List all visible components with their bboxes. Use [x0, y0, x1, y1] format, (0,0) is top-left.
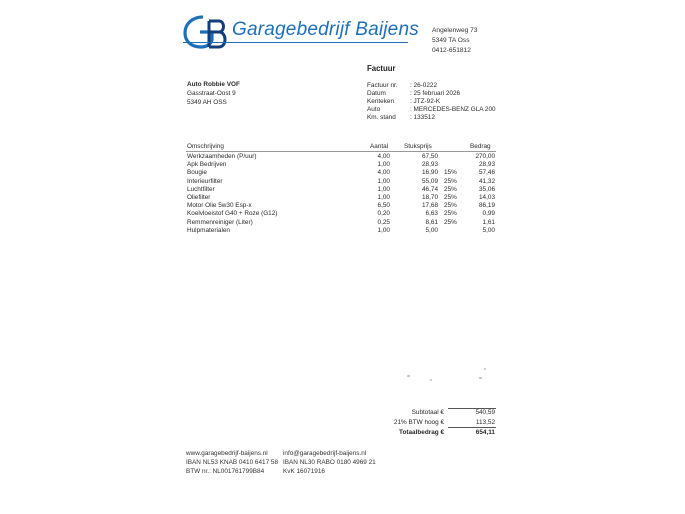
line-discount: 25% [444, 218, 457, 226]
line-quantity: 0,20 [377, 210, 390, 218]
line-unit-price: 55,09 [422, 177, 438, 185]
line-description: Interieurfilter [187, 177, 223, 185]
meta-value: : 133512 [410, 114, 435, 121]
table-header-rule [186, 151, 496, 152]
scan-speck [407, 375, 410, 377]
scan-speck [430, 379, 432, 381]
line-description: Bougie [187, 169, 207, 177]
footer-vat-number: BTW nr.: NL001761799B84 [186, 468, 265, 475]
line-amount: 14,03 [479, 194, 495, 201]
footer-iban-rabo: IBAN NL30 RABO 0180 4969 21 [283, 459, 376, 466]
vat-label: 21% BTW hoog € [393, 419, 444, 426]
customer-street: Gasstraat-Oost 9 [187, 90, 236, 97]
footer-iban-knab: IBAN NL53 KNAB 0410 6417 58 [186, 459, 279, 466]
footer-email: info@garagebedrijf-baijens.nl [283, 450, 367, 457]
meta-label: Km. stand [367, 114, 396, 121]
footer-website: www.garagebedrijf-baijens.nl [186, 450, 268, 457]
invoice-title: Factuur [367, 64, 396, 73]
line-discount: 25% [444, 185, 457, 193]
line-description: Apk Bedrijven [187, 161, 227, 169]
line-unit-price: 67,50 [422, 153, 438, 160]
company-logo [183, 13, 229, 51]
line-amount: 270,00 [475, 153, 495, 160]
meta-label: Auto [367, 106, 381, 113]
meta-value: : 25 februari 2026 [410, 90, 461, 97]
line-description: Remmenreiniger (Liter) [187, 218, 253, 226]
company-phone: 0412-651812 [432, 47, 471, 54]
line-amount: 35,06 [479, 185, 495, 193]
line-unit-price: 28,93 [422, 161, 438, 169]
line-quantity: 6,50 [377, 202, 390, 210]
line-amount: 41,32 [479, 177, 495, 185]
line-quantity: 1,00 [377, 177, 390, 185]
totals-rule [448, 427, 496, 428]
line-discount: 15% [444, 169, 457, 177]
line-description: Motor Olie 5w30 Esp-x [187, 202, 252, 210]
line-unit-price: 8,61 [425, 218, 438, 226]
line-amount: 5,00 [482, 226, 495, 234]
line-quantity: 4,00 [377, 153, 390, 160]
total-label: Totaalbedrag € [399, 429, 444, 436]
scan-speck [484, 368, 486, 370]
meta-label: Factuur nr. [367, 82, 398, 89]
line-quantity: 1,00 [377, 185, 390, 193]
line-discount: 25% [444, 210, 457, 218]
line-description: Koelvloeistof G40 + Roze (G12) [187, 210, 278, 218]
line-discount: 25% [444, 202, 457, 210]
line-amount: 28,93 [479, 161, 495, 169]
line-unit-price: 17,68 [422, 202, 438, 210]
line-description: Luchtfilter [187, 185, 215, 193]
line-unit-price: 5,00 [425, 226, 438, 234]
meta-value: : JTZ-92-K [410, 98, 441, 105]
line-unit-price: 18,70 [422, 194, 438, 201]
line-description: Hulpmaterialen [187, 226, 230, 234]
line-amount: 0,99 [482, 210, 495, 218]
scan-speck [479, 377, 482, 379]
company-address-line: 5349 TA Oss [432, 37, 470, 44]
line-quantity: 0,25 [377, 218, 390, 226]
column-header-quantity: Aantal [370, 143, 389, 150]
column-header-amount: Bedrag [470, 143, 491, 150]
company-name: Garagebedrijf Baijens [232, 19, 419, 40]
line-quantity: 1,00 [377, 226, 390, 234]
meta-label: Datum [367, 90, 386, 97]
line-discount: 25% [444, 194, 457, 201]
subtotal-value: 540,59 [475, 409, 495, 416]
header-divider [183, 42, 408, 43]
line-description: Werkzaamheden (P/uur) [187, 153, 257, 160]
subtotal-label: Subtotaal € [411, 409, 444, 416]
vat-value: 113,52 [475, 419, 495, 426]
line-amount: 1,61 [482, 218, 495, 226]
customer-name: Auto Robbie VOF [187, 81, 240, 88]
meta-value: : 26-0222 [410, 82, 438, 89]
company-address-line: Angelenweg 73 [432, 27, 478, 34]
line-discount: 25% [444, 177, 457, 185]
footer-kvk: KvK 16071916 [283, 468, 325, 475]
column-header-description: Omschrijving [187, 143, 224, 150]
customer-city: 5349 AH OSS [187, 99, 227, 106]
line-quantity: 4,00 [377, 169, 390, 177]
total-value: 654,11 [475, 429, 495, 436]
line-unit-price: 46,74 [422, 185, 438, 193]
column-header-unit-price: Stuksprijs [404, 143, 432, 150]
meta-value: : MERCEDES-BENZ GLA 200 [410, 106, 496, 113]
line-unit-price: 6,63 [425, 210, 438, 218]
meta-label: Kenteken [367, 98, 395, 105]
line-quantity: 1,00 [377, 161, 390, 169]
line-unit-price: 16,90 [422, 169, 438, 177]
line-amount: 86,19 [479, 202, 495, 210]
line-amount: 57,46 [479, 169, 495, 177]
line-description: Oliefilter [187, 194, 211, 201]
line-quantity: 1,00 [377, 194, 390, 201]
